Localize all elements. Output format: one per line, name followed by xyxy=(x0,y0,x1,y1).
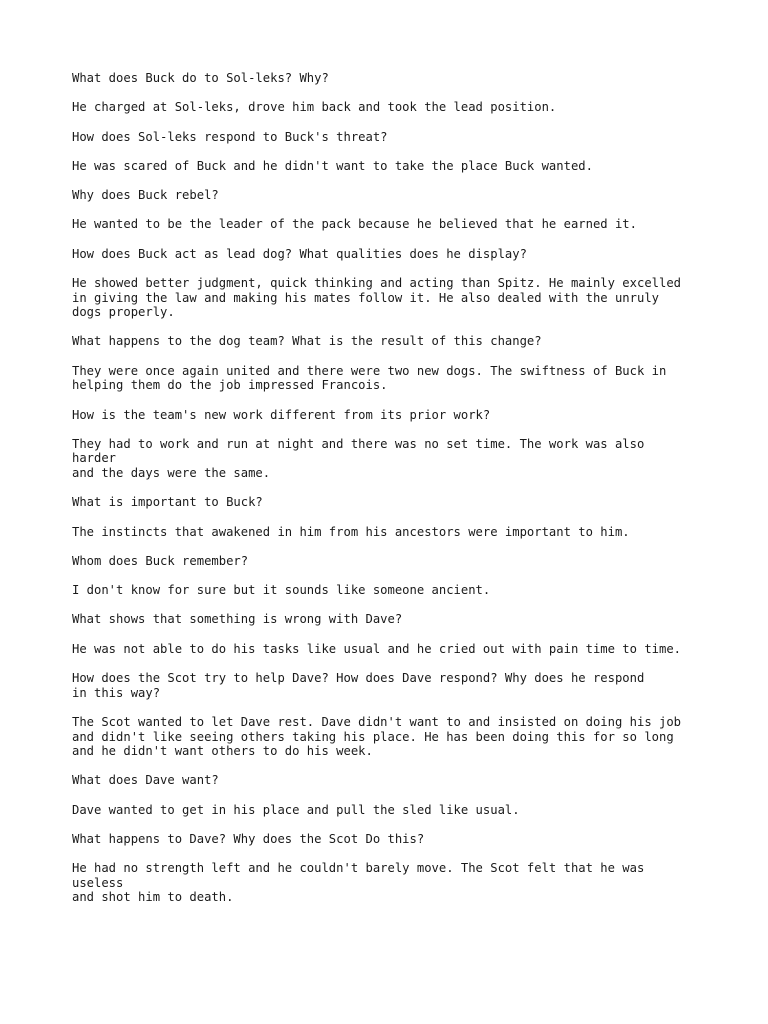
question-text: What shows that something is wrong with Dave? xyxy=(72,612,403,627)
answer-text: They had to work and run at night and there was no set time. The work was also harder and the days were the same. xyxy=(72,436,645,481)
answer-text: I don't know for sure but it sounds like someone ancient. xyxy=(72,583,491,598)
question-text: How does Buck act as lead dog? What qualities does he display? xyxy=(72,246,527,261)
answer-text: He showed better judgment, quick thinking and acting than Spitz. He mainly excelled in giving the law and making his mates follow it. He also dealed with the unruly dogs properly. xyxy=(72,275,682,320)
question-text: What does Dave want? xyxy=(72,773,219,788)
question-text: What happens to the dog team? What is the result of this change? xyxy=(72,334,542,349)
question-text: How does Sol-leks respond to Buck's threat? xyxy=(72,129,388,144)
document-body xyxy=(72,71,732,920)
question-text: Why does Buck rebel? xyxy=(72,188,219,203)
question-text: What does Buck do to Sol-leks? Why? xyxy=(72,71,329,85)
answer-text: He had no strength left and he couldn't barely move. The Scot felt that he was useless and shot him to death. xyxy=(72,861,645,905)
question-text: How does the Scot try to help Dave? How does Dave respond? Why does he respond in this way? xyxy=(72,671,645,700)
answer-text: He wanted to be the leader of the pack because he believed that he earned it. xyxy=(72,217,637,232)
question-text: Whom does Buck remember? xyxy=(72,553,249,568)
answer-text: The instincts that awakened in him from his ancestors were important to him. xyxy=(72,524,630,539)
answer-text: The Scot wanted to let Dave rest. Dave didn't want to and insisted on doing his job and didn't like seeing others taking his place. He has been doing this for so long and he didn't want others to do his week. xyxy=(72,714,682,759)
answer-text: He charged at Sol-leks, drove him back and took the lead position. xyxy=(72,100,557,115)
question-text: How is the team's new work different from its prior work? xyxy=(72,407,491,422)
answer-text: He was not able to do his tasks like usual and he cried out with pain time to time. xyxy=(72,641,682,656)
answer-text: He was scared of Buck and he didn't want to take the place Buck wanted. xyxy=(72,158,593,173)
answer-text: Dave wanted to get in his place and pull the sled like usual. xyxy=(72,802,520,817)
answer-text: They were once again united and there were two new dogs. The swiftness of Buck in helping them do the job impressed Francois. xyxy=(72,363,667,393)
question-text: What happens to Dave? Why does the Scot Do this? xyxy=(72,831,425,846)
question-text: What is important to Buck? xyxy=(72,495,263,510)
